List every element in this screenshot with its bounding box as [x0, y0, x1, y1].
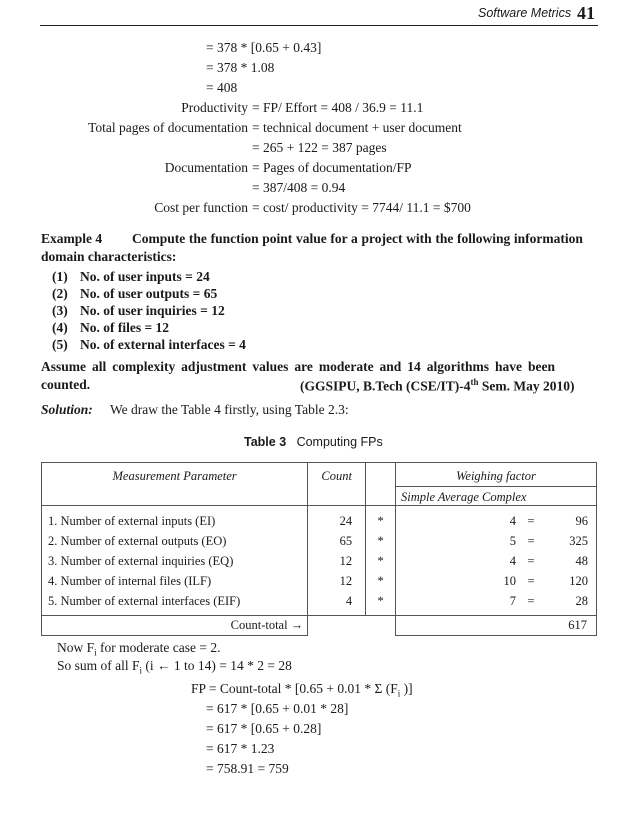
param-2: 2. Number of external outputs (EO) — [48, 534, 227, 548]
op-1: * — [377, 514, 384, 528]
weight-row-4 — [396, 571, 596, 591]
pages-expr: = technical document + user document — [252, 120, 462, 135]
result-1: 96 — [575, 514, 589, 528]
fi-line-1: Now $F_i$ for moderate case = 2. — [57, 640, 221, 658]
count-1: 24 — [339, 514, 353, 528]
count-3: 12 — [339, 554, 353, 568]
weight-header: Weighing factor — [396, 463, 596, 487]
item-text-3: No. of user inquiries = 12 — [80, 303, 225, 318]
result-2: 325 — [569, 534, 589, 548]
productivity-expr: = FP/ Effort = 408 / 36.9 = 11.1 — [252, 100, 424, 115]
param-5: 5. Number of external interfaces (EIF) — [48, 594, 241, 608]
param-4: 4. Number of internal files (ILF) — [48, 574, 212, 588]
page-number: 41 — [577, 3, 595, 23]
op-5: * — [377, 594, 384, 608]
item-num-5: (5) — [52, 337, 68, 352]
solution-text: We draw the Table 4 firstly, using Table 2.3: — [110, 402, 349, 417]
weights-cell — [396, 506, 597, 616]
calc-step-2: = 378 * 1.08 — [206, 60, 275, 75]
factor-1: 4 — [509, 514, 517, 528]
eq-3: = — [527, 554, 535, 568]
total-empty-2 — [366, 616, 396, 636]
fp-step-1: = 617 * [0.65 + 0.01 * 28] — [206, 701, 349, 716]
col-header-count: Count — [308, 463, 366, 506]
weight-row-1 — [396, 511, 596, 531]
op-3: * — [377, 554, 384, 568]
example-heading: Example 4 — [41, 231, 103, 246]
fp-formula: FP = Count-total * [0.65 + 0.01 * Σ ($F_i$ )] — [191, 681, 413, 699]
factor-5: 7 — [509, 594, 517, 608]
total-label: Count-total → — [42, 616, 308, 636]
weight-row-3 — [396, 551, 596, 571]
param-3: 3. Number of external inquiries (EQ) — [48, 554, 234, 568]
item-num-3: (3) — [52, 303, 68, 318]
item-text-5: No. of external interfaces = 4 — [80, 337, 246, 352]
item-num-4: (4) — [52, 320, 68, 335]
eq-4: = — [527, 574, 535, 588]
table-body-row — [42, 506, 597, 616]
source-citation: (GGSIPU, B.Tech (CSE/IT)-4th Sem. May 2010) — [300, 377, 575, 394]
col-header-weight — [396, 463, 597, 506]
op-2: * — [377, 534, 384, 548]
col-header-op — [366, 463, 396, 506]
item-text-4: No. of files = 12 — [80, 320, 170, 335]
cost-expr: = cost/ productivity = 7744/ 11.1 = $700 — [252, 200, 471, 215]
running-header-title: Software Metrics — [478, 6, 572, 20]
weight-row-5 — [396, 591, 596, 611]
calc-step-3: = 408 — [206, 80, 238, 95]
item-text-2: No. of user outputs = 65 — [80, 286, 218, 301]
factor-3: 4 — [509, 554, 517, 568]
count-4: 12 — [339, 574, 353, 588]
factor-4: 10 — [503, 574, 517, 588]
solution-label: Solution: — [41, 402, 93, 417]
pages-label: Total pages of documentation — [88, 120, 248, 135]
eq-1: = — [527, 514, 535, 528]
example-text-line2: domain characteristics: — [41, 249, 177, 264]
header-rule — [40, 25, 598, 26]
result-4: 120 — [569, 574, 589, 588]
example-text-line1: Compute the function point value for a project with the following information — [132, 231, 583, 246]
fp-table — [41, 462, 597, 636]
fp-step-4: = 758.91 = 759 — [206, 761, 289, 776]
count-5: 4 — [345, 594, 353, 608]
table-header-row — [42, 463, 597, 506]
assume-line2: counted. — [41, 377, 91, 392]
productivity-label: Productivity — [181, 100, 248, 115]
total-empty-1 — [308, 616, 366, 636]
table-caption: Table 3 Computing FPs — [244, 435, 383, 449]
eq-2: = — [527, 534, 535, 548]
assume-line1: Assume all complexity adjustment values are moderate and 14 algorithms have been — [41, 359, 555, 374]
fp-step-2: = 617 * [0.65 + 0.28] — [206, 721, 322, 736]
count-2: 65 — [339, 534, 353, 548]
counts-cell — [308, 506, 366, 616]
item-text-1: No. of user inputs = 24 — [80, 269, 210, 284]
item-num-1: (1) — [52, 269, 68, 284]
item-num-2: (2) — [52, 286, 68, 301]
eq-5: = — [527, 594, 535, 608]
fi-line-2: So sum of all $F_i$ (i ← 1 to 14) = 14 * 2 = 28 — [57, 658, 292, 676]
cost-label: Cost per function — [154, 200, 248, 215]
op-4: * — [377, 574, 384, 588]
weight-row-2 — [396, 531, 596, 551]
factor-2: 5 — [509, 534, 517, 548]
documentation-expr-2: = 387/408 = 0.94 — [252, 180, 346, 195]
ops-cell — [366, 506, 396, 616]
weight-subheader: Simple Average Complex — [401, 490, 527, 504]
documentation-expr: = Pages of documentation/FP — [252, 160, 412, 175]
result-5: 28 — [575, 594, 589, 608]
fp-step-3: = 617 * 1.23 — [206, 741, 275, 756]
param-1: 1. Number of external inputs (EI) — [48, 514, 216, 528]
calc-step-1: = 378 * [0.65 + 0.43] — [206, 40, 322, 55]
table-total-row — [42, 616, 597, 636]
col-header-param: Measurement Parameter — [42, 463, 308, 506]
result-3: 48 — [575, 554, 589, 568]
pages-expr-2: = 265 + 122 = 387 pages — [252, 140, 387, 155]
params-cell — [42, 506, 308, 616]
total-value: 617 — [396, 616, 597, 636]
documentation-label: Documentation — [164, 160, 248, 175]
